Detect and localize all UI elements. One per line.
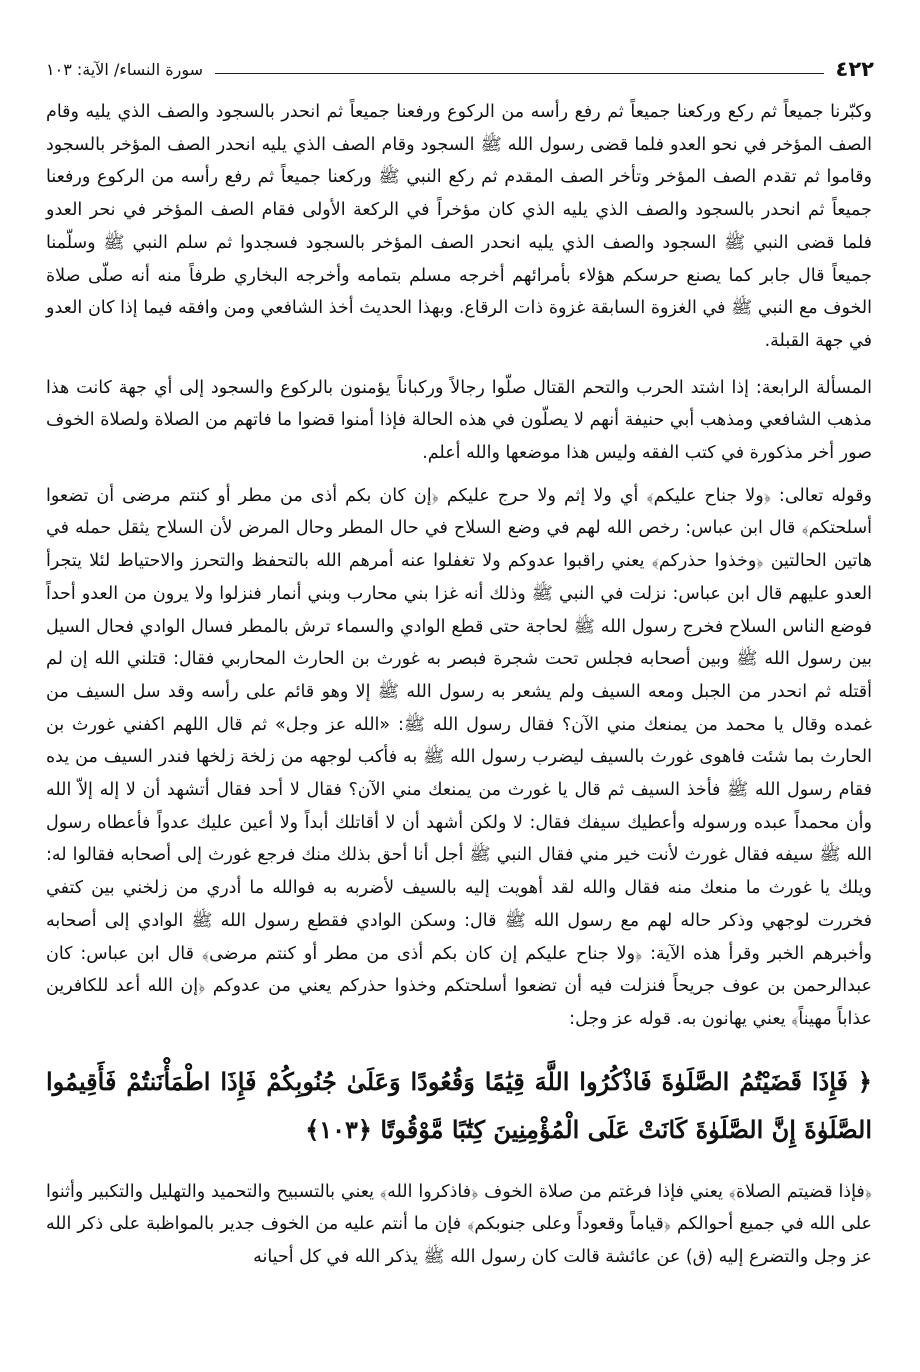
paragraph-fourth-issue: المسألة الرابعة: إذا اشتد الحرب والتحم القتال صلّوا رجالاً وركباناً يؤمنون بالركوع والسجود إلى أي جهة كانت هذا مذهب الشافعي ومذهب أبي حنيفة أنهم لا يصلّون في هذه الحالة فإذا أمنوا قضوا ما فاتهم من الصلاة ولصلاة الخوف صور أخر مذكورة في كتب الفقه وليس هذا موضعها والله أعلم.: [46, 377, 872, 464]
quran-verse: ﴿ فَإِذَا قَضَيْتُمُ الصَّلَوٰةَ فَاذْكُرُوا اللَّهَ قِيَٰمًا وَقُعُودًا وَعَلَىٰ جُنُوبِكُمْ فَإِذَا اطْمَأْنَنتُمْ فَأَقِيمُوا الصَّلَوٰةَ إِنَّ الصَّلَوٰةَ كَانَتْ عَلَى الْمُؤْمِنِينَ كِتَٰبًا مَّوْقُوتًا ﴿١٠٣﴾: [46, 1066, 872, 1144]
paragraph-hadith-continuation: وكبّرنا جميعاً ثم ركع وركعنا جميعاً ثم رفع رأسه من الركوع ورفعنا جميعاً ثم انحدر بالسجود والصف الذي يليه وقام الصف المؤخر في نحو العدو فلما قضى رسول الله ﷺ السجود وقام الصف الذي يليه انحدر الصف المؤخر بالسجود وقاموا ثم تقدم الصف المؤخر وتأخر الصف المقدم ثم ركع النبي ﷺ وركعنا جميعاً ثم رفع رأسه من الركوع ورفعنا جميعاً ثم انحدر بالسجود والصف الذي يليه الذي كان مؤخراً في الركعة الأولى فقام الصف المؤخر في نحر العدو فلما قضى النبي ﷺ السجود والصف الذي يليه انحدر الصف المؤخر بالسجود فسجدوا ثم سلم النبي ﷺ وسلّمنا جميعاً قال جابر كما يصنع حرسكم هؤلاء بأمرائهم أخرجه مسلم بتمامه وأخرجه البخاري طرفاً منه أنه صلّى صلاة الخوف مع النبي ﷺ في الغزوة السابقة غزوة ذات الرقاع. وبهذا الحديث أخذ الشافعي ومن وافقه فيما إذا كان العدو في جهة القبلة.: [46, 102, 872, 351]
page-number: ٤٢٢: [835, 57, 874, 81]
running-title: سورة النساء/ الآية: ١٠٣: [46, 59, 204, 79]
paragraph-commentary: وقوله تعالى: ﴿ولا جناح عليكم﴾ أي ولا إثم ولا حرج عليكم ﴿إن كان بكم أذى من مطر أو كنتم مرضى أن تضعوا أسلحتكم﴾ قال ابن عباس: رخص الله لهم في وضع السلاح في حال المطر وحال المرض لأن السلاح يثقل حمله في هاتين الحالتين ﴿وخذوا حذركم﴾ يعني راقبوا عدوكم ولا تغفلوا عنه أمرهم الله بالتحفظ والتحرز والاحتياط لئلا يتجرأ العدو عليهم قال ابن عباس: نزلت في النبي ﷺ وذلك أنه غزا بني محارب وبني أنمار فنزلوا ولا يرون من العدو أحداً فوضع الناس السلاح فخرج رسول الله ﷺ لحاجة حتى قطع الوادي والسماء ترش بالمطر فسال الوادي فحال السيل بين رسول الله ﷺ وبين أصحابه فجلس تحت شجرة فبصر به غورث بن الحارث المحاربي فقال: قتلني الله إن لم أقتله ثم انحدر من الجبل ومعه السيف ولم يشعر به رسول الله ﷺ إلا وهو قائم على رأسه وقد سل السيف من غمده وقال يا محمد من يمنعك مني الآن؟ فقال رسول الله ﷺ: «الله عز وجل» ثم قال اللهم اكفني غورث بن الحارث بما شئت فاهوى غورث بالسيف ليضرب رسول الله ﷺ به فأكب لوجهه من زلخة زلخها فندر السيف من يده فقام رسول الله ﷺ فأخذ السيف ثم قال يا غورث من يمنعك مني الآن؟ فقال لا أحد فقال أتشهد أن لا إله إلاّ الله وأن محمداً عبده ورسوله وأعطيك سيفك فقال: لا ولكن أشهد أن لا أقاتلك أبداً ولا أعين عليك عدواً فأعطاه رسول الله ﷺ سيفه فقال غورث لأنت خير مني فقال النبي ﷺ أجل أنا أحق بذلك منك فرجع غورث إلى أصحابه فقالوا له: ويلك يا غورث ما منعك منه فقال والله لقد أهويت إليه بالسيف لأضربه به فوالله ما أدري من زلخني بين كتفي فخررت لوجهي وذكر حاله لهم مع رسول الله ﷺ قال: وسكن الوادي فقطع رسول الله ﷺ الوادي إلى أصحابه وأخبرهم الخبر وقرأ هذه الآية: ﴿ولا جناح عليكم إن كان بكم أذى من مطر أو كنتم مرضى﴾ قال ابن عباس: كان عبدالرحمن بن عوف جريحاً فنزلت فيه أن تضعوا أسلحتكم وخذوا حذركم يعني من عدوكم ﴿إن الله أعد للكافرين عذاباً مهيناً﴾ يعني يهانون به. قوله عز وجل:: [46, 485, 872, 1029]
page-content: [46, 96, 872, 1274]
quran-verse-block: [46, 1058, 872, 1154]
header-rule: [215, 73, 824, 74]
paragraph-tafsir: ﴿فإذا قضيتم الصلاة﴾ يعني فإذا فرغتم من صلاة الخوف ﴿فاذكروا الله﴾ يعني بالتسبيح والتحميد والتهليل والتكبير وأثنوا على الله في جميع أحوالكم ﴿قياماً وقعوداً وعلى جنوبكم﴾ فإن ما أنتم عليه من الخوف جدير بالمواظبة على ذكر الله عز وجل والتضرع إليه (ق) عن عائشة قالت كان رسول الله ﷺ يذكر الله في كل أحيانه: [46, 1181, 872, 1268]
page-header: [46, 54, 874, 84]
